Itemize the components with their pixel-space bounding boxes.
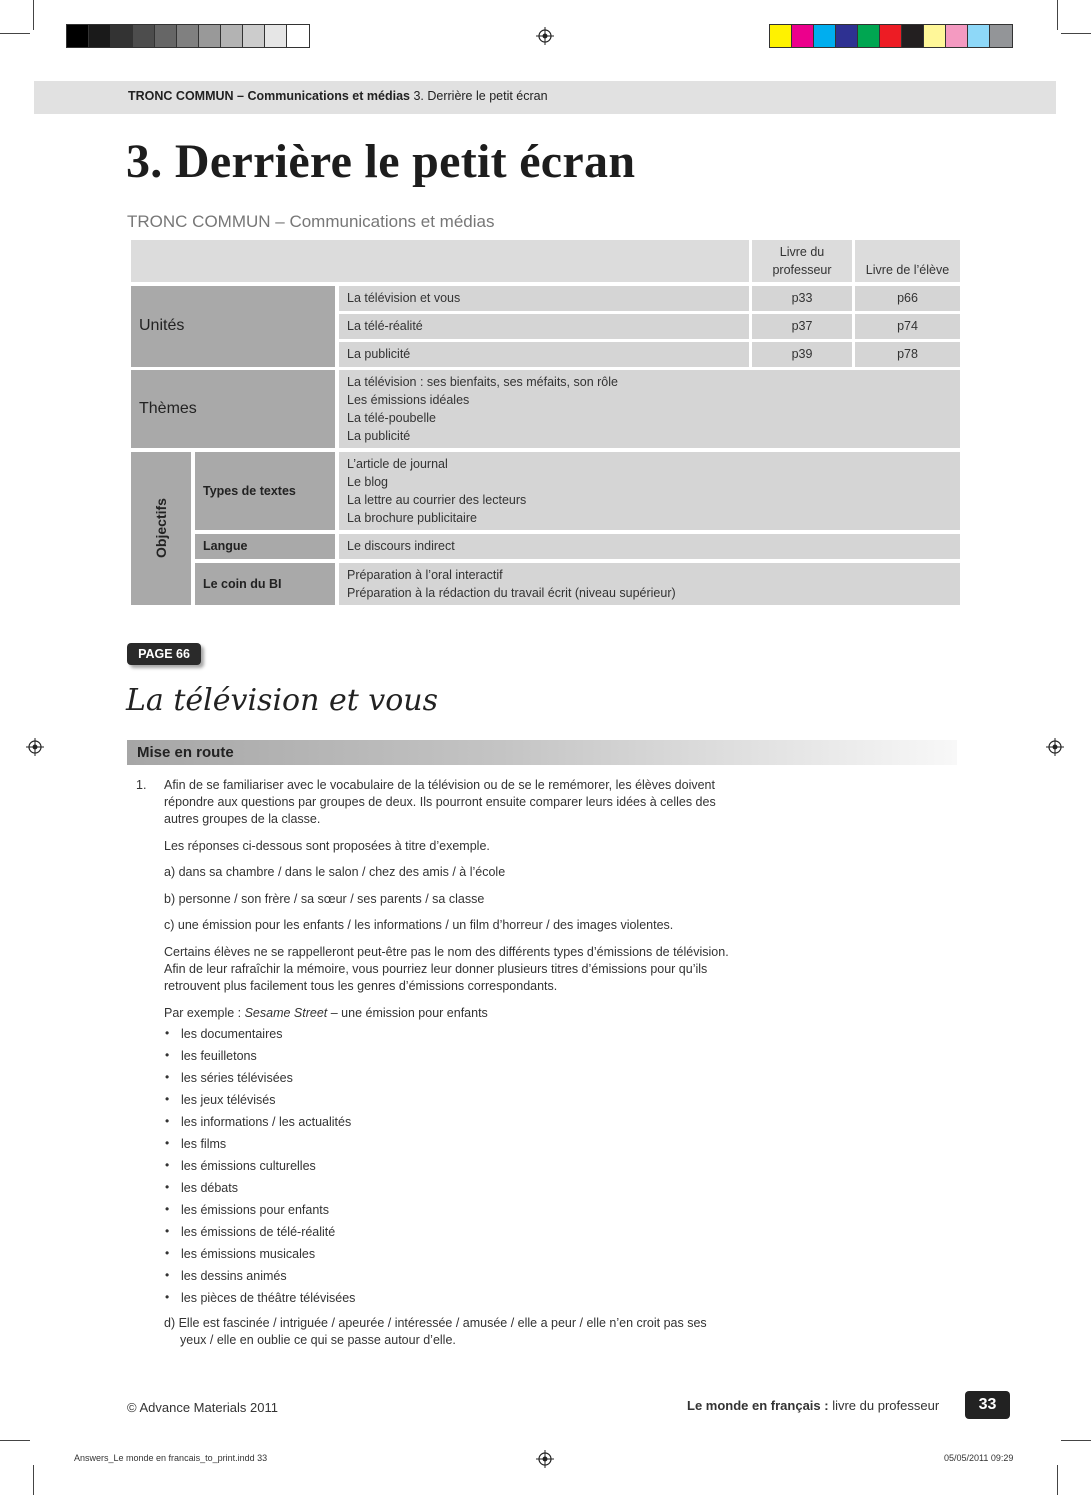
crop-mark [1061,1440,1091,1441]
running-header-bold: TRONC COMMUN – Communications et médias [128,89,410,103]
types-cell [339,452,960,530]
text-line: yeux / elle en oublie ce qui se passe autour d’elle. [180,1333,456,1347]
color-swatch [133,25,155,47]
list-item: les feuilletons [181,1049,257,1063]
registration-mark-icon [536,1450,554,1468]
table-header-prof [752,240,852,282]
color-swatch [67,25,89,47]
list-item: les émissions pour enfants [181,1203,329,1217]
table-header-prof-line2: professeur [772,263,832,277]
page-title: 3. Derrière le petit écran [126,135,636,188]
themes-label-cell [131,370,335,448]
crop-mark [33,1465,34,1495]
list-item: les émissions de télé-réalité [181,1225,336,1239]
table-cell [752,342,852,367]
registration-mark-icon [1046,738,1064,756]
unit-eleve-page: p78 [897,347,918,361]
unit-name: La télé-réalité [347,319,423,333]
text-line: retrouvent plus facilement tous les genres d’émissions correspondants. [164,979,558,993]
color-swatch [858,25,880,47]
unit-prof-page: p33 [791,291,813,305]
bullet-icon: • [165,1092,170,1106]
item-number: 1. [136,778,147,792]
crop-mark [1061,33,1091,34]
theme-item: La télévision : ses bienfaits, ses méfaits, son rôle [347,375,618,389]
color-swatch [111,25,133,47]
example-suffix: – une émission pour enfants [327,1006,488,1020]
langue-value: Le discours indirect [347,539,455,553]
theme-item: Les émissions idéales [347,393,470,407]
section-title: La télévision et vous [126,683,439,718]
text-line: Afin de leur rafraîchir la mémoire, vous pourriez leur donner plusieurs titres d’émissions pour qu’ils [164,962,708,976]
color-swatch [814,25,836,47]
color-swatch [89,25,111,47]
table-cell [855,286,960,311]
bullet-icon: • [165,1268,170,1282]
types-label-cell [195,452,335,530]
table-row [339,342,749,367]
objectifs-label-cell [131,452,191,605]
langue-cell [339,534,960,559]
list-item: les pièces de théâtre télévisées [181,1291,356,1305]
table-cell [752,286,852,311]
list-item: les jeux télévisés [181,1093,276,1107]
text-line: Certains élèves ne se rappelleront peut-être pas le nom des différents types d’émissions de télévision. [164,945,729,959]
crop-mark [0,33,30,34]
answer-d [164,1315,707,1349]
book-title-rest: livre du professeur [828,1398,940,1413]
page-subtitle: TRONC COMMUN – Communications et médias [127,212,495,231]
answer-b: b) personne / son frère / sa sœur / ses parents / sa classe [164,892,485,906]
bullet-icon: • [165,1048,170,1062]
table-row [339,314,749,339]
theme-item: La publicité [347,429,411,443]
bullet-icon: • [165,1180,170,1194]
page-tag: PAGE 66 [127,643,201,665]
color-swatch [199,25,221,47]
list-item: les documentaires [181,1027,283,1041]
list-item: les émissions musicales [181,1247,316,1261]
coin-item: Préparation à la rédaction du travail écrit (niveau supérieur) [347,586,676,600]
coin-item: Préparation à l’oral interactif [347,568,503,582]
list-item: les séries télévisées [181,1071,293,1085]
color-swatch [221,25,243,47]
table-header-eleve-label: Livre de l’élève [865,263,950,277]
example-prefix: Par exemple : [164,1006,245,1020]
table-header-blank [131,240,749,282]
bullet-icon: • [165,1026,170,1040]
list-item: les dessins animés [181,1269,287,1283]
list-item: les débats [181,1181,238,1195]
type-item: L’article de journal [347,457,448,471]
registration-mark-icon [536,27,554,45]
color-swatch [265,25,287,47]
type-item: La lettre au courrier des lecteurs [347,493,527,507]
color-swatch [880,25,902,47]
process-color-bar [769,24,1013,48]
slug-date: 05/05/2011 09:29 [944,1453,1014,1463]
unites-label: Unités [139,317,185,334]
table-header-eleve [855,240,960,282]
coin-label-cell [195,563,335,605]
unit-name: La télévision et vous [347,291,461,305]
types-label: Types de textes [203,484,296,498]
themes-label: Thèmes [139,400,197,417]
theme-item: La télé-poubelle [347,411,436,425]
table-row [339,286,749,311]
coin-cell [339,563,960,605]
crop-mark [33,0,34,30]
slug-file: Answers_Le monde en francais_to_print.indd 33 [74,1453,268,1463]
copyright: © Advance Materials 2011 [127,1400,278,1415]
unit-name: La publicité [347,347,411,361]
table-cell [855,342,960,367]
color-swatch [968,25,990,47]
crop-mark [0,1440,30,1441]
bullet-icon: • [165,1136,170,1150]
type-item: La brochure publicitaire [347,511,477,525]
bullet-icon: • [165,1114,170,1128]
paragraph-intro [164,777,716,828]
type-item: Le blog [347,475,389,489]
color-swatch [155,25,177,47]
section-bar-label: Mise en route [137,744,234,761]
color-swatch [177,25,199,47]
paragraph-note: Les réponses ci-dessous sont proposées à titre d’exemple. [164,839,490,853]
color-swatch [836,25,858,47]
text-line: répondre aux questions par groupes de deux. Ils pourront ensuite comparer leurs idées à celles des [164,795,716,809]
text-line: autres groupes de la classe. [164,812,321,826]
list-item: les films [181,1137,227,1151]
paragraph-genres [164,944,729,995]
text-line: Afin de se familiariser avec le vocabulaire de la télévision ou de se le remémorer, les élèves doivent [164,778,715,792]
objectifs-label: Objectifs [153,498,169,558]
bullet-icon: • [165,1070,170,1084]
example-line [164,1005,488,1022]
list-item: les informations / les actualités [181,1115,352,1129]
answer-a: a) dans sa chambre / dans le salon / chez des amis / à l’école [164,865,506,879]
crop-mark [1057,0,1058,30]
langue-label: Langue [203,539,248,553]
color-swatch [946,25,968,47]
themes-cell [339,370,960,448]
book-title-bold: Le monde en français : [687,1398,829,1413]
book-title [687,1398,939,1413]
unit-prof-page: p37 [791,319,813,333]
grayscale-bar [66,24,310,48]
table-header-prof-line1: Livre du [779,245,825,259]
color-swatch [287,25,309,47]
running-header-rest: 3. Derrière le petit écran [413,89,548,103]
bullet-icon: • [165,1290,170,1304]
registration-mark-icon [26,738,44,756]
running-header [128,89,548,103]
crop-mark [1057,1465,1058,1495]
example-title: Sesame Street [244,1006,328,1020]
color-swatch [924,25,946,47]
bullet-icon: • [165,1158,170,1172]
section-bar [127,740,957,765]
table-cell [855,314,960,339]
page-number: 33 [965,1391,1010,1419]
coin-label: Le coin du BI [203,577,282,591]
color-swatch [792,25,814,47]
color-swatch [243,25,265,47]
unit-eleve-page: p66 [897,291,918,305]
unit-prof-page: p39 [791,347,813,361]
color-swatch [990,25,1012,47]
color-swatch [902,25,924,47]
unit-eleve-page: p74 [897,319,918,333]
bullet-icon: • [165,1224,170,1238]
bullet-icon: • [165,1202,170,1216]
table-cell [752,314,852,339]
unites-label-cell [131,286,335,367]
bullet-icon: • [165,1246,170,1260]
list-item: les émissions culturelles [181,1159,316,1173]
color-swatch [770,25,792,47]
langue-label-cell [195,534,335,559]
answer-c: c) une émission pour les enfants / les informations / un film d’horreur / des images violentes. [164,918,674,932]
text-line: d) Elle est fascinée / intriguée / apeurée / intéressée / amusée / elle a peur / elle n’en croit pas ses [164,1316,707,1330]
